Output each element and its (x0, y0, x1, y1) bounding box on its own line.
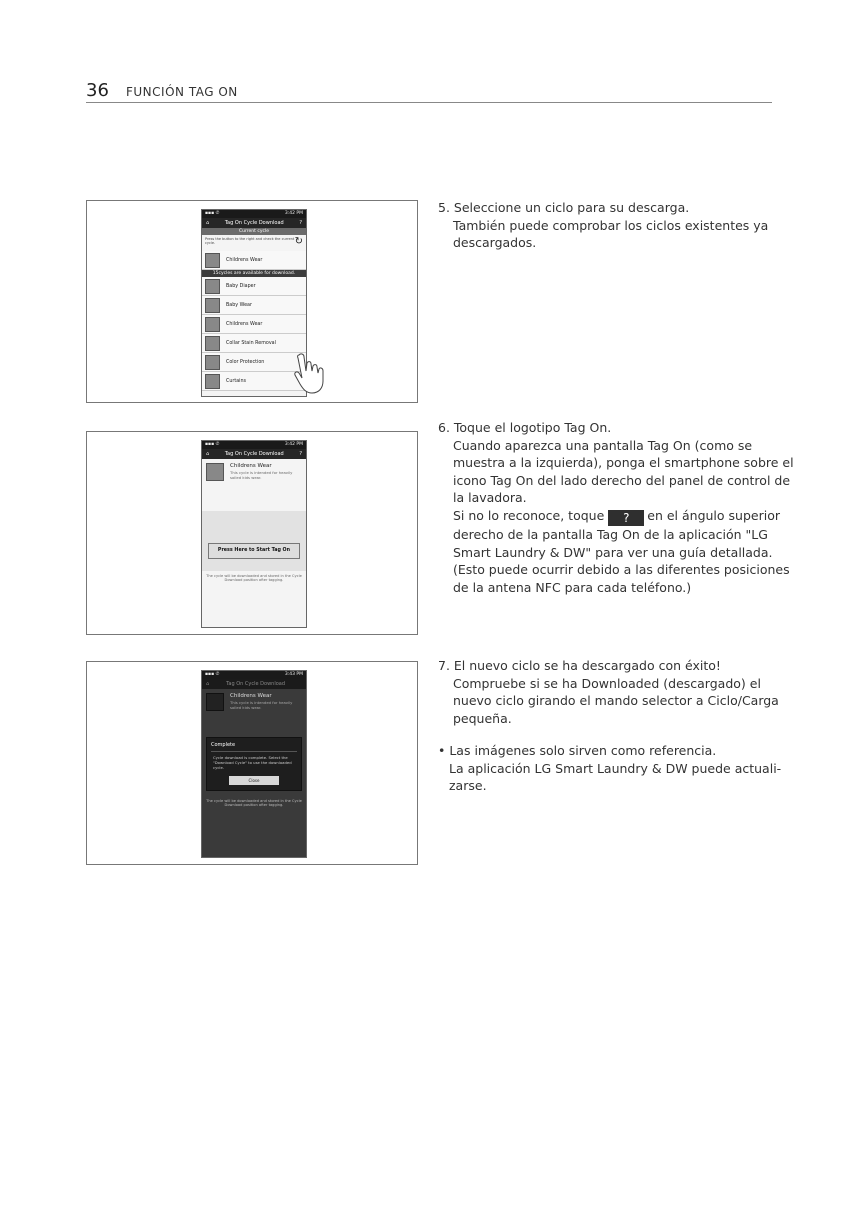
cycle-label: Color Protection (226, 359, 265, 365)
app-title: Tag On Cycle Download (224, 220, 284, 226)
step-text (438, 507, 778, 526)
tag-area (202, 511, 306, 571)
help-icon[interactable]: ? (299, 220, 302, 226)
cycle-thumbnail-icon (205, 253, 220, 268)
step-text: Smart Laundry & DW" para ver una guía detallada. (453, 544, 773, 560)
step-text: descargados. (453, 235, 537, 251)
page-header (86, 80, 772, 103)
step-text: 5. Seleccione un ciclo para su descarga. (438, 200, 690, 215)
cycle-label: Curtains (226, 378, 247, 384)
phone-screenshot-tag-on (201, 440, 307, 628)
start-tag-on-button[interactable]: Press Here to Start Tag On (208, 543, 300, 559)
step-text: 7. El nuevo ciclo se ha descargado con éxito! (438, 658, 721, 673)
step-text: icono Tag On del lado derecho del panel de control de (453, 472, 791, 488)
status-time: 3:43 PM (284, 672, 303, 677)
phone-screenshot-complete (201, 670, 307, 858)
available-cycles-header: 15cycles are available for download. (202, 270, 306, 277)
cycle-label: Baby Wear (226, 302, 252, 308)
download-note: The cycle will be downloaded and stored in the Cycle Download position after tagging. (206, 574, 302, 582)
step-text: la lavadora. (453, 490, 527, 506)
step-5 (438, 199, 778, 252)
download-note: The cycle will be downloaded and stored in the Cycle Download position after tagging. (206, 799, 302, 807)
home-icon[interactable]: ⌂ (206, 451, 210, 457)
list-item[interactable] (202, 315, 306, 334)
step-text: Compruebe si se ha Downloaded (descargado) el (453, 675, 761, 691)
cycle-label: Collar Stain Removal (226, 340, 276, 346)
app-bar (202, 218, 306, 228)
cycle-label: Baby Diaper (226, 283, 256, 289)
step-6 (438, 419, 794, 596)
step-text: Cuando aparezca una pantalla Tag On (como se (453, 437, 753, 453)
step-text-part: Si no lo reconoce, toque (453, 507, 605, 523)
step-text: de la antena NFC para cada teléfono.) (453, 579, 692, 595)
dialog-title: Complete (211, 742, 297, 752)
cycle-label: Childrens Wear (226, 257, 263, 263)
step-text: nuevo ciclo girando el mando selector a Ciclo/Carga (453, 693, 779, 709)
cycle-name: Childrens Wear (230, 693, 272, 699)
figure-cycle-list (86, 200, 418, 403)
section-title: FUNCIÓN TAG ON (126, 85, 238, 99)
cycle-label: Childrens Wear (226, 321, 263, 327)
note-text: • Las imágenes solo sirven como referencia. (438, 743, 717, 758)
close-button[interactable]: Close (229, 776, 279, 785)
cycle-thumbnail-icon (206, 693, 224, 711)
cycle-name: Childrens Wear (230, 463, 272, 469)
status-bar: ▪▪▪ ✆ 3:42 PM (202, 210, 306, 218)
app-bar (202, 679, 306, 689)
list-item[interactable] (202, 277, 306, 296)
dialog-message: Cycle download is complete. Select the "Download Cycle" to use the downloaded cycle. (213, 755, 292, 770)
cycle-detail (202, 459, 306, 485)
cycle-description: This cycle is intended for heavily soiled kids wear. (230, 700, 293, 710)
cycle-thumbnail-icon (205, 298, 220, 313)
hand-pointer-icon (291, 351, 331, 395)
complete-dialog (206, 737, 302, 791)
cycle-description: This cycle is intended for heavily soiled kids wear. (230, 470, 293, 480)
step-text: pequeña. (453, 710, 512, 726)
step-text: derecho de la pantalla Tag On de la aplicación "LG (453, 526, 768, 542)
step-text: muestra a la izquierda), ponga el smartphone sobre el (453, 455, 794, 471)
home-icon: ⌂ (206, 681, 210, 687)
hint-text: Press the button to the right and check the current cycle. (205, 237, 295, 245)
cycle-thumbnail-icon (205, 355, 220, 370)
note-text: La aplicación LG Smart Laundry & DW puede actuali- (449, 760, 782, 776)
step-text: (Esto puede ocurrir debido a las diferentes posiciones (453, 562, 790, 578)
status-bar: ▪▪▪ ✆ 3:42 PM (202, 441, 306, 449)
app-bar (202, 449, 306, 459)
app-title: Tag On Cycle Download (226, 681, 286, 687)
app-title: Tag On Cycle Download (224, 451, 284, 457)
page-number: 36 (86, 80, 109, 101)
current-cycle-item[interactable] (202, 251, 306, 270)
status-bar: ▪▪▪ ✆ 3:43 PM (202, 671, 306, 679)
status-time: 3:42 PM (284, 442, 303, 447)
cycle-thumbnail-icon (205, 279, 220, 294)
home-icon[interactable]: ⌂ (206, 220, 210, 226)
step-7 (438, 657, 778, 727)
help-button-icon: ? (608, 510, 644, 526)
refresh-hint (202, 235, 306, 251)
cycle-thumbnail-icon (205, 374, 220, 389)
cycle-thumbnail-icon (206, 463, 224, 481)
note-text: zarse. (449, 778, 487, 794)
list-item[interactable] (202, 296, 306, 315)
step-text-part: en el ángulo superior (647, 507, 780, 523)
cycle-thumbnail-icon (205, 336, 220, 351)
step-text: También puede comprobar los ciclos existentes ya (453, 217, 769, 233)
cycle-thumbnail-icon (205, 317, 220, 332)
refresh-icon[interactable]: ↻ (294, 236, 303, 247)
figure-download-complete (86, 661, 418, 865)
figure-tag-on-screen (86, 431, 418, 635)
current-cycle-header: Current cycle (202, 228, 306, 235)
reference-note (438, 742, 782, 795)
cycle-detail (202, 689, 306, 715)
help-icon[interactable]: ? (299, 451, 302, 457)
status-time: 3:42 PM (284, 211, 303, 216)
step-text: 6. Toque el logotipo Tag On. (438, 420, 612, 435)
